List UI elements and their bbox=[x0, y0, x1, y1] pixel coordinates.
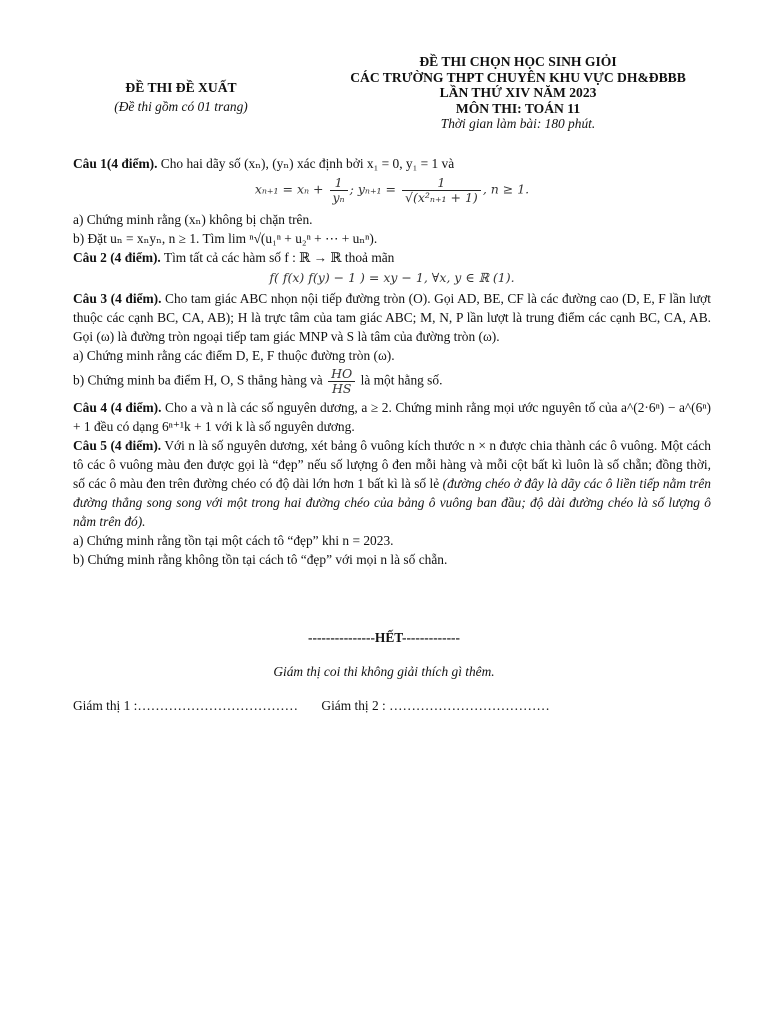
proctor-note: Giám thị coi thi không giải thích gì thêm. bbox=[273, 664, 495, 679]
proctor-2-line: Giám thị 2 : ……………………………… bbox=[321, 698, 550, 713]
question-3b-suffix: là một hằng số. bbox=[357, 372, 443, 388]
question-1b: b) Đặt uₙ = xₙyₙ, n ≥ 1. Tìm lim ⁿ√(u₁ⁿ + u₂ⁿ + ⋯ + uₙⁿ). bbox=[73, 231, 378, 246]
fraction-denominator: HS bbox=[331, 381, 352, 396]
exam-region: CÁC TRƯỜNG THPT CHUYÊN KHU VỰC DH&ĐBBB bbox=[350, 69, 686, 85]
fraction-numerator: 1 bbox=[330, 176, 348, 191]
question-3a: a) Chứng minh rằng các điểm D, E, F thuộc đường tròn (ω). bbox=[73, 348, 395, 363]
proposal-title: ĐỀ THI ĐỀ XUẤT bbox=[125, 80, 237, 95]
fraction-ho-over-hs bbox=[328, 367, 355, 396]
question-1-text: Cho hai dãy số (xₙ), (yₙ) xác định bởi x₁ = 0, y₁ = 1 và bbox=[157, 156, 455, 171]
exam-duration: Thời gian làm bài: 180 phút. bbox=[440, 116, 596, 131]
question-1 bbox=[73, 154, 711, 173]
proctor-1-line: Giám thị 1 :……………………………… bbox=[73, 698, 299, 713]
formula-condition: , n ≥ 1. bbox=[482, 181, 530, 197]
question-2 bbox=[73, 248, 711, 267]
fraction-1-over-sqrt bbox=[402, 176, 481, 205]
question-5-text: Với n là số nguyên dương, xét bảng ô vuông kích thước n × n được chia thành các ô vuông. Một cách tô các ô vuông màu đen được gọi là “đẹp” nếu số lượng ô đen mỗi hàng và mỗi cột bất kì luôn là số chẵn; đồng thời, số các ô màu đen trên đường chéo có độ dài lớn hơn 1 bất kì là số lẻ bbox=[73, 438, 712, 491]
fraction-1-over-y bbox=[330, 176, 348, 205]
fraction-numerator: HO bbox=[328, 367, 355, 382]
exam-subject: MÔN THI: TOÁN 11 bbox=[455, 100, 581, 116]
exam-title: ĐỀ THI CHỌN HỌC SINH GIỎI bbox=[419, 54, 617, 69]
question-5-label: Câu 5 (4 điểm). bbox=[73, 438, 162, 453]
header-left bbox=[96, 80, 266, 115]
question-3b-text: b) Chứng minh ba điểm H, O, S thẳng hàng và bbox=[73, 372, 327, 388]
question-5 bbox=[73, 436, 711, 531]
page-count-note: (Đề thi gồm có 01 trang) bbox=[114, 99, 248, 114]
formula-y-mid: ; yₙ₊₁ = bbox=[349, 181, 400, 197]
question-4-label: Câu 4 (4 điểm). bbox=[73, 400, 162, 415]
fraction-denominator: √(x²ₙ₊₁ + 1) bbox=[404, 190, 478, 205]
question-3-text: Cho tam giác ABC nhọn nội tiếp đường tròn (O). Gọi AD, BE, CF là các đường cao (D, E, F lần lượt thuộc các cạnh BC, CA, AB); H là trực tâm của tam giác ABC; M, N, P lần lượt là trung điểm các cạnh BC, CA, AB. Gọi (ω) là đường tròn ngoại tiếp tam giác MNP và S là tâm của đường tròn (ω). bbox=[73, 291, 711, 344]
question-3 bbox=[73, 289, 711, 346]
question-2-label: Câu 2 (4 điểm). bbox=[73, 250, 161, 265]
question-4-text: Cho a và n là các số nguyên dương, a ≥ 2. Chứng minh rằng mọi ước nguyên tố của a^(2·6ⁿ) − a^(6ⁿ) + 1 đều có dạng 6ⁿ⁺¹k + 1 với k là số nguyên dương. bbox=[73, 400, 711, 434]
question-1a: a) Chứng minh rằng (xₙ) không bị chặn trên. bbox=[73, 212, 313, 227]
question-5a: a) Chứng minh rằng tồn tại một cách tô “đẹp” khi n = 2023. bbox=[73, 533, 394, 548]
question-1-label: Câu 1(4 điểm). bbox=[73, 156, 158, 171]
question-4 bbox=[73, 398, 711, 436]
signature-lines bbox=[73, 698, 713, 714]
question-3b bbox=[73, 367, 711, 396]
fraction-numerator: 1 bbox=[402, 176, 481, 191]
end-marker: ---------------HẾT------------- bbox=[308, 630, 460, 645]
question-5-note: (đường chéo ở đây là dãy các ô liền tiếp nằm trên đường thẳng song song với một trong hai đường chéo của bảng ô vuông ban đầu; độ dài đường chéo là số lượng ô nằm trên đó). bbox=[73, 476, 711, 529]
question-2-text: Tìm tất cả các hàm số f : ℝ → ℝ thoả mãn bbox=[160, 250, 395, 265]
question-2-formula: f( f(x) f(y) − 1 ) = xy − 1, ∀x, y ∈ ℝ (1). bbox=[269, 270, 515, 285]
question-3-label: Câu 3 (4 điểm). bbox=[73, 291, 162, 306]
formula-x-left: xₙ₊₁ = xₙ + bbox=[254, 181, 328, 197]
question-5b: b) Chứng minh rằng không tồn tại cách tô “đẹp” với mọi n là số chẵn. bbox=[73, 552, 448, 567]
question-1-formula bbox=[73, 176, 711, 205]
exam-body bbox=[73, 154, 711, 569]
header-right bbox=[318, 54, 718, 132]
exam-edition: LẦN THỨ XIV NĂM 2023 bbox=[439, 85, 597, 100]
fraction-denominator: yₙ bbox=[332, 190, 345, 205]
